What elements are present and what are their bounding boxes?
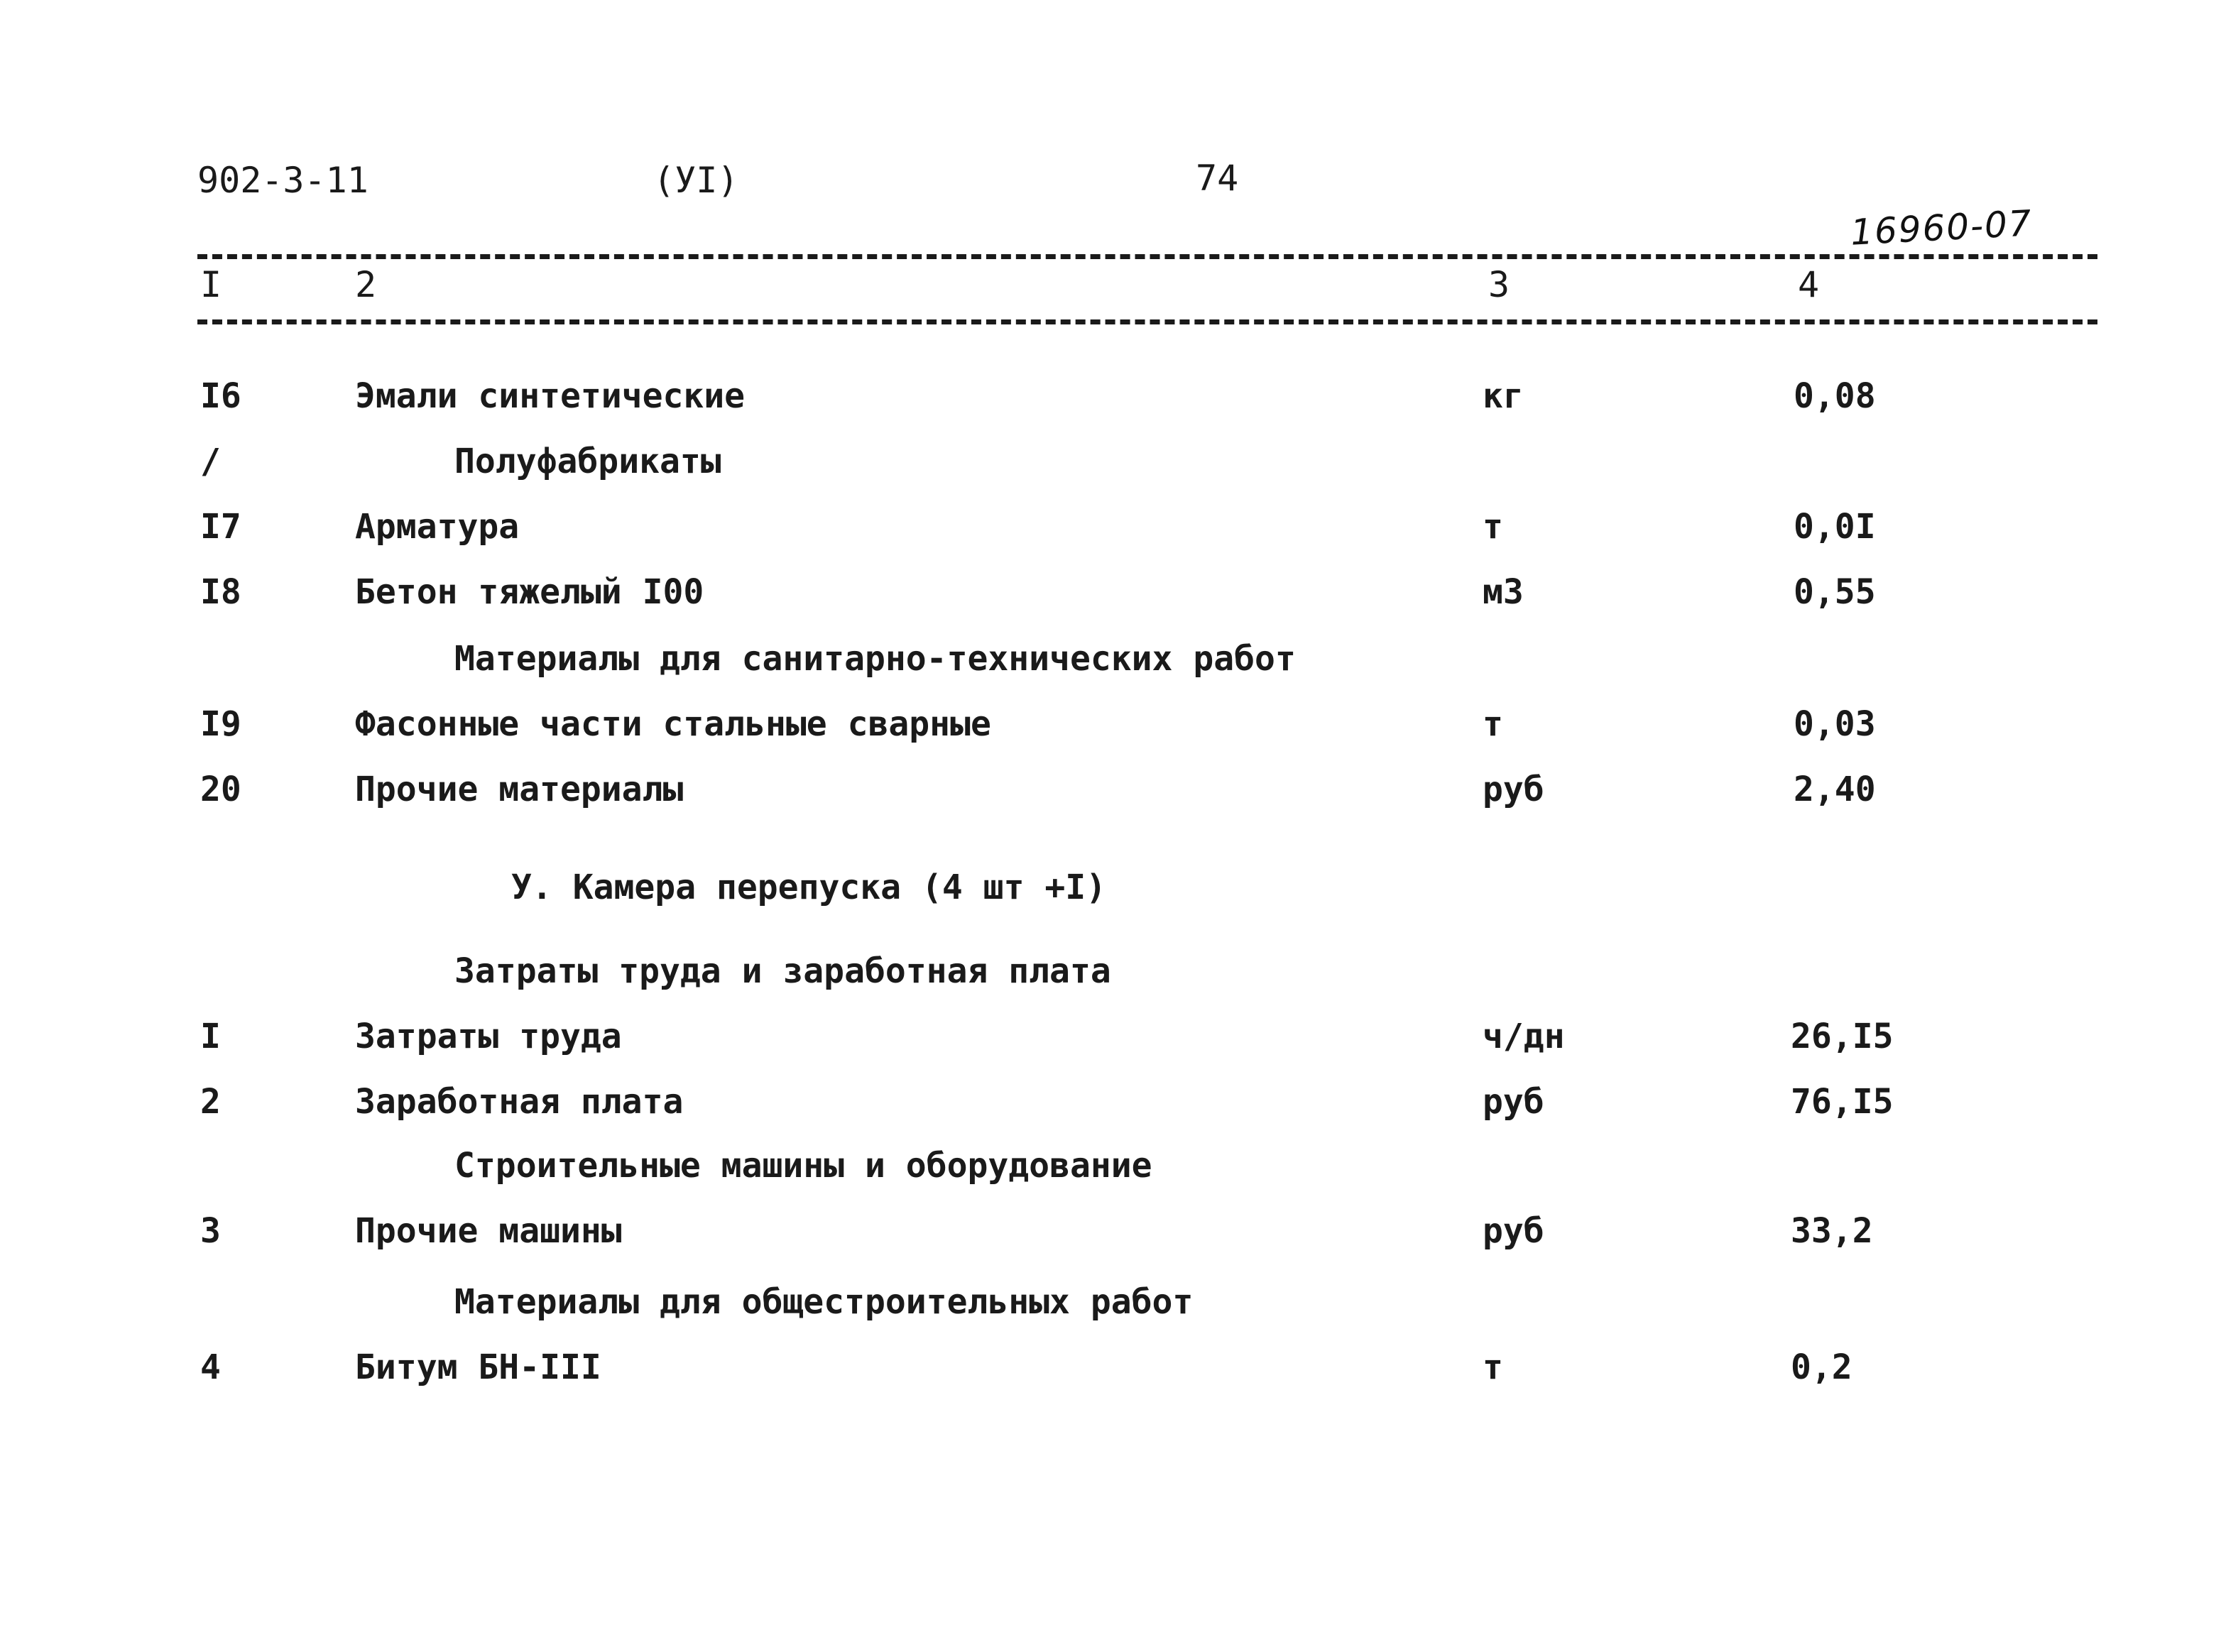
quantity: 2,40 [1794,770,1876,809]
quantity: 0,0I [1794,507,1876,547]
header-rule-top [197,254,2097,259]
group-heading: Материалы для общестроительных работ [454,1282,1194,1322]
material-name: Прочие машины [355,1211,622,1251]
column-number-2: 2 [355,264,377,305]
material-name: Арматура [355,507,520,547]
unit: т [1483,1347,1503,1387]
row-number: 20 [200,770,241,809]
unit: ч/дн [1483,1017,1565,1056]
column-number-1: I [200,264,222,305]
unit: т [1483,704,1503,744]
row-number: I [200,1017,221,1056]
row-number: 2 [200,1082,221,1122]
header-rule-bottom [197,319,2097,324]
material-name: Прочие материалы [355,770,684,809]
section-number: (УI) [653,160,739,201]
row-number: I9 [200,704,241,744]
unit: руб [1483,1211,1544,1251]
handwritten-stamp: 16960-07 [1849,202,2034,253]
slash-mark: / [200,442,221,481]
row-number: 4 [200,1347,221,1387]
quantity: 0,2 [1791,1347,1852,1387]
material-name: Заработная плата [355,1082,684,1122]
quantity: 76,I5 [1791,1082,1894,1122]
quantity: 0,08 [1794,376,1876,416]
column-number-3: 3 [1488,264,1510,305]
quantity: 33,2 [1791,1211,1873,1251]
quantity: 26,I5 [1791,1017,1894,1056]
row-number: I7 [200,507,241,547]
group-heading: Полуфабрикаты [454,442,721,481]
column-number-4: 4 [1798,264,1820,305]
section-title: У. Камера перепуска (4 шт +I) [511,868,1107,907]
material-name: Бетон тяжелый I00 [355,572,704,612]
quantity: 0,03 [1794,704,1876,744]
row-number: I6 [200,376,241,416]
unit: руб [1483,770,1544,809]
group-heading: Строительные машины и оборудование [454,1146,1152,1186]
page-number: 74 [1196,158,1239,199]
quantity: 0,55 [1794,572,1876,612]
material-name: Битум БН-III [355,1347,601,1387]
unit: руб [1483,1082,1544,1122]
material-name: Эмали синтетические [355,376,746,416]
document-code: 902-3-11 [197,160,369,201]
unit: т [1483,507,1503,547]
material-name: Фасонные части стальные сварные [355,704,991,744]
unit: м3 [1483,572,1524,612]
group-heading: Затраты труда и заработная плата [454,951,1111,991]
unit: кг [1483,376,1524,416]
row-number: I8 [200,572,241,612]
material-name: Затраты труда [355,1017,622,1056]
row-number: 3 [200,1211,221,1251]
group-heading: Материалы для санитарно-технических работ [454,639,1296,679]
